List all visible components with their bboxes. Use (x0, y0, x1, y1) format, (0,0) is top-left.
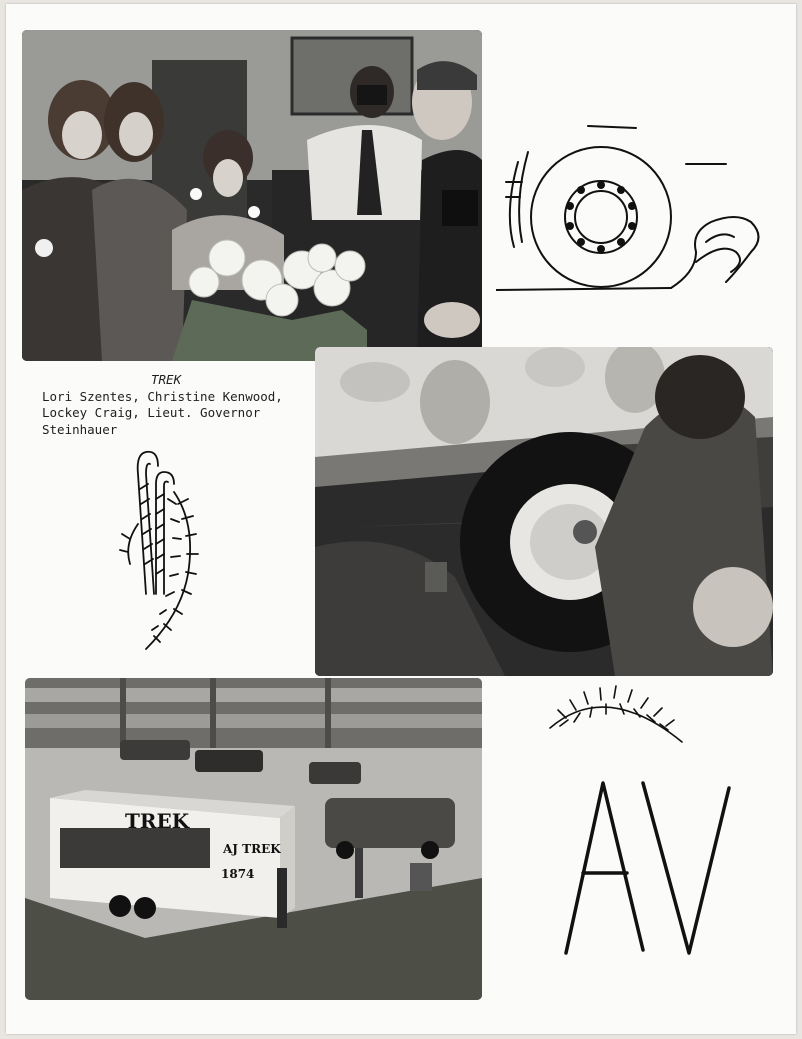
photo-trek-trailer (25, 678, 482, 1000)
speeding-wheel-icon (496, 122, 766, 297)
candy-canes-icon (116, 444, 216, 659)
caption-names: Lori Szentes, Christine Kenwood, Lockey Craig, Lieut. Governor Steinhauer (42, 388, 283, 437)
yearbook-page (6, 4, 796, 1034)
feather-branch-icon (546, 680, 686, 750)
page-letters-text: AV (561, 778, 563, 779)
trailer-brand: TREK (125, 809, 190, 833)
trailer-side-title: AJ TREK (223, 842, 281, 856)
photo-caption (42, 372, 312, 438)
photo-wheel-repair (315, 347, 773, 676)
page-letters-av (561, 778, 736, 958)
photo-flowers-group (22, 30, 482, 361)
caption-title: TREK (151, 372, 182, 387)
trailer-year: 1874 (221, 867, 255, 881)
